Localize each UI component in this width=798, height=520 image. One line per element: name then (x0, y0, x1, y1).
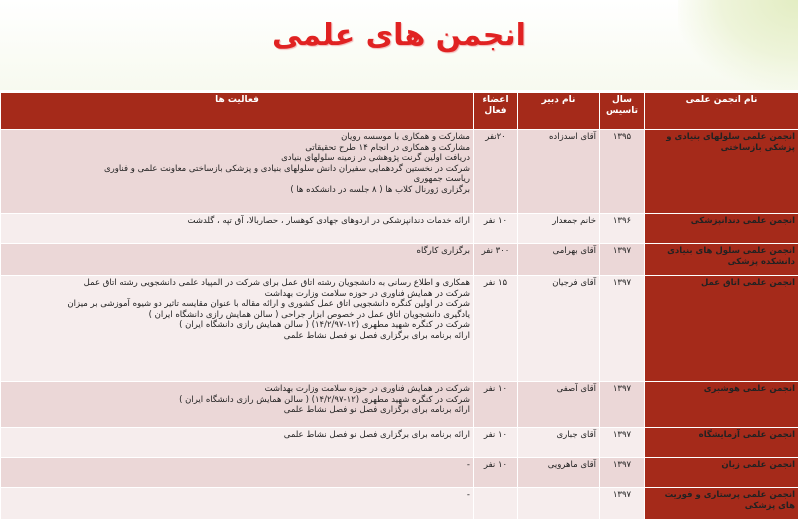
activity-line: ریاست جمهوری (4, 174, 470, 185)
table-row (1, 488, 798, 520)
table-row (1, 276, 798, 382)
secretary-name: خانم جمعدار (518, 214, 600, 244)
secretary-name: آقای ماهرویی (518, 458, 600, 488)
secretary-name: آقای جباری (518, 428, 600, 458)
active-members: ۱۵ نفر (474, 276, 518, 382)
active-members: ۲۰نفر (474, 130, 518, 214)
active-members: ۱۰ نفر (474, 382, 518, 428)
association-name: انجمن علمی اتاق عمل (645, 276, 798, 382)
header-members: اعضاء فعال (474, 93, 518, 130)
active-members: ۱۰ نفر (474, 458, 518, 488)
table-row (1, 458, 798, 488)
founding-year: ۱۳۹۷ (600, 276, 645, 382)
header-name: نام انجمن علمی (645, 93, 798, 130)
activity-line: شرکت در همایش فناوری در حوزه سلامت وزارت بهداشت (4, 289, 470, 300)
associations-table (0, 92, 798, 520)
activity-line: ارائه برنامه برای برگزاری فصل نو فصل نشاط علمی (4, 405, 470, 416)
active-members: ۳۰۰ نفر (474, 244, 518, 276)
active-members: ۱۰ نفر (474, 428, 518, 458)
table-row (1, 214, 798, 244)
activities-cell (1, 458, 474, 488)
activity-line: شرکت در نخستین گردهمایی سفیران دانش سلولهای بنیادی و پزشکی بازساختی معاونت علمی و فناوری (4, 164, 470, 175)
table-header-row (1, 93, 798, 130)
activities-cell (1, 276, 474, 382)
header-secretary: نام دبیر (518, 93, 600, 130)
founding-year: ۱۳۹۷ (600, 458, 645, 488)
activity-line: مشارکت و همکاری در انجام ۱۴ طرح تحقیقاتی (4, 143, 470, 154)
association-name: انجمن علمی زبان (645, 458, 798, 488)
activities-cell (1, 214, 474, 244)
activity-line: ارائه برنامه برای برگزاری فصل نو فصل نشاط علمی (4, 430, 470, 441)
table-row (1, 244, 798, 276)
header-activities: فعالیت ها (1, 93, 474, 130)
slide-title: انجمن های علمی (0, 18, 798, 53)
secretary-name: آقای فرجیان (518, 276, 600, 382)
activity-line: شرکت در کنگره شهید مطهری (۱۲-۱۴/۲/۹۷) ( سالن همایش رازی دانشگاه ایران ) (4, 395, 470, 406)
header-year: سال تاسیس (600, 93, 645, 130)
activities-cell (1, 428, 474, 458)
association-name: انجمن علمی سلولهای بنیادی و پزشکی بازساختی (645, 130, 798, 214)
active-members (474, 488, 518, 520)
table-row (1, 382, 798, 428)
table-row (1, 428, 798, 458)
founding-year: ۱۳۹۷ (600, 488, 645, 520)
activity-line: شرکت در همایش فناوری در حوزه سلامت وزارت بهداشت (4, 384, 470, 395)
founding-year: ۱۳۹۵ (600, 130, 645, 214)
activity-line: برگزاری کارگاه (4, 246, 470, 257)
activity-line: شرکت در اولین کنگره دانشجویی اتاق عمل کشوری و ارائه مقاله با عنوان مقایسه تاثیر دو شیوه آموزشی بر میزان (4, 299, 470, 310)
activities-cell (1, 382, 474, 428)
activity-line: همکاری و اطلاع رسانی به دانشجویان رشته اتاق عمل برای شرکت در المپیاد علمی دانشجویی رشته اتاق عمل (4, 278, 470, 289)
association-name: انجمن علمی هوشبری (645, 382, 798, 428)
secretary-name: آقای اسدزاده (518, 130, 600, 214)
activities-cell (1, 130, 474, 214)
activity-line: ارائه خدمات دندانپزشکی در اردوهای جهادی کوهسار ، حصاربالا، آق تپه ، گلدشت (4, 216, 470, 227)
activities-cell (1, 488, 474, 520)
activity-line: - (4, 490, 470, 501)
activity-line: شرکت در کنگره شهید مطهری (۱۲-۱۴/۲/۹۷) ( سالن همایش رازی دانشگاه ایران ) (4, 320, 470, 331)
activity-line: ارائه برنامه برای برگزاری فصل نو فصل نشاط علمی (4, 331, 470, 342)
association-name: انجمن علمی آزمایشگاه (645, 428, 798, 458)
founding-year: ۱۳۹۷ (600, 428, 645, 458)
secretary-name: آقای بهرامی (518, 244, 600, 276)
secretary-name (518, 488, 600, 520)
activity-line: یادگیری دانشجویان اتاق عمل در خصوص ابزار جراحی ( سالن همایش رازی دانشگاه ایران ) (4, 310, 470, 321)
activity-line: دریافت اولین گرنت پژوهشی در زمینه سلولهای بنیادی (4, 153, 470, 164)
table-row (1, 130, 798, 214)
founding-year: ۱۳۹۶ (600, 214, 645, 244)
founding-year: ۱۳۹۷ (600, 382, 645, 428)
active-members: ۱۰ نفر (474, 214, 518, 244)
activity-line: مشارکت و همکاری با موسسه رویان (4, 132, 470, 143)
activities-cell (1, 244, 474, 276)
activity-line: برگزاری ژورنال کلاب ها ( ۸ جلسه در دانشکده ها ) (4, 185, 470, 196)
secretary-name: آقای آصفی (518, 382, 600, 428)
association-name: انجمن علمی دندانپزشکی (645, 214, 798, 244)
activity-line: - (4, 460, 470, 471)
founding-year: ۱۳۹۷ (600, 244, 645, 276)
association-name: انجمن علمی سلول های بنیادی دانشکده پزشکی (645, 244, 798, 276)
association-name: انجمن علمی پرستاری و فوریت های پزشکی (645, 488, 798, 520)
